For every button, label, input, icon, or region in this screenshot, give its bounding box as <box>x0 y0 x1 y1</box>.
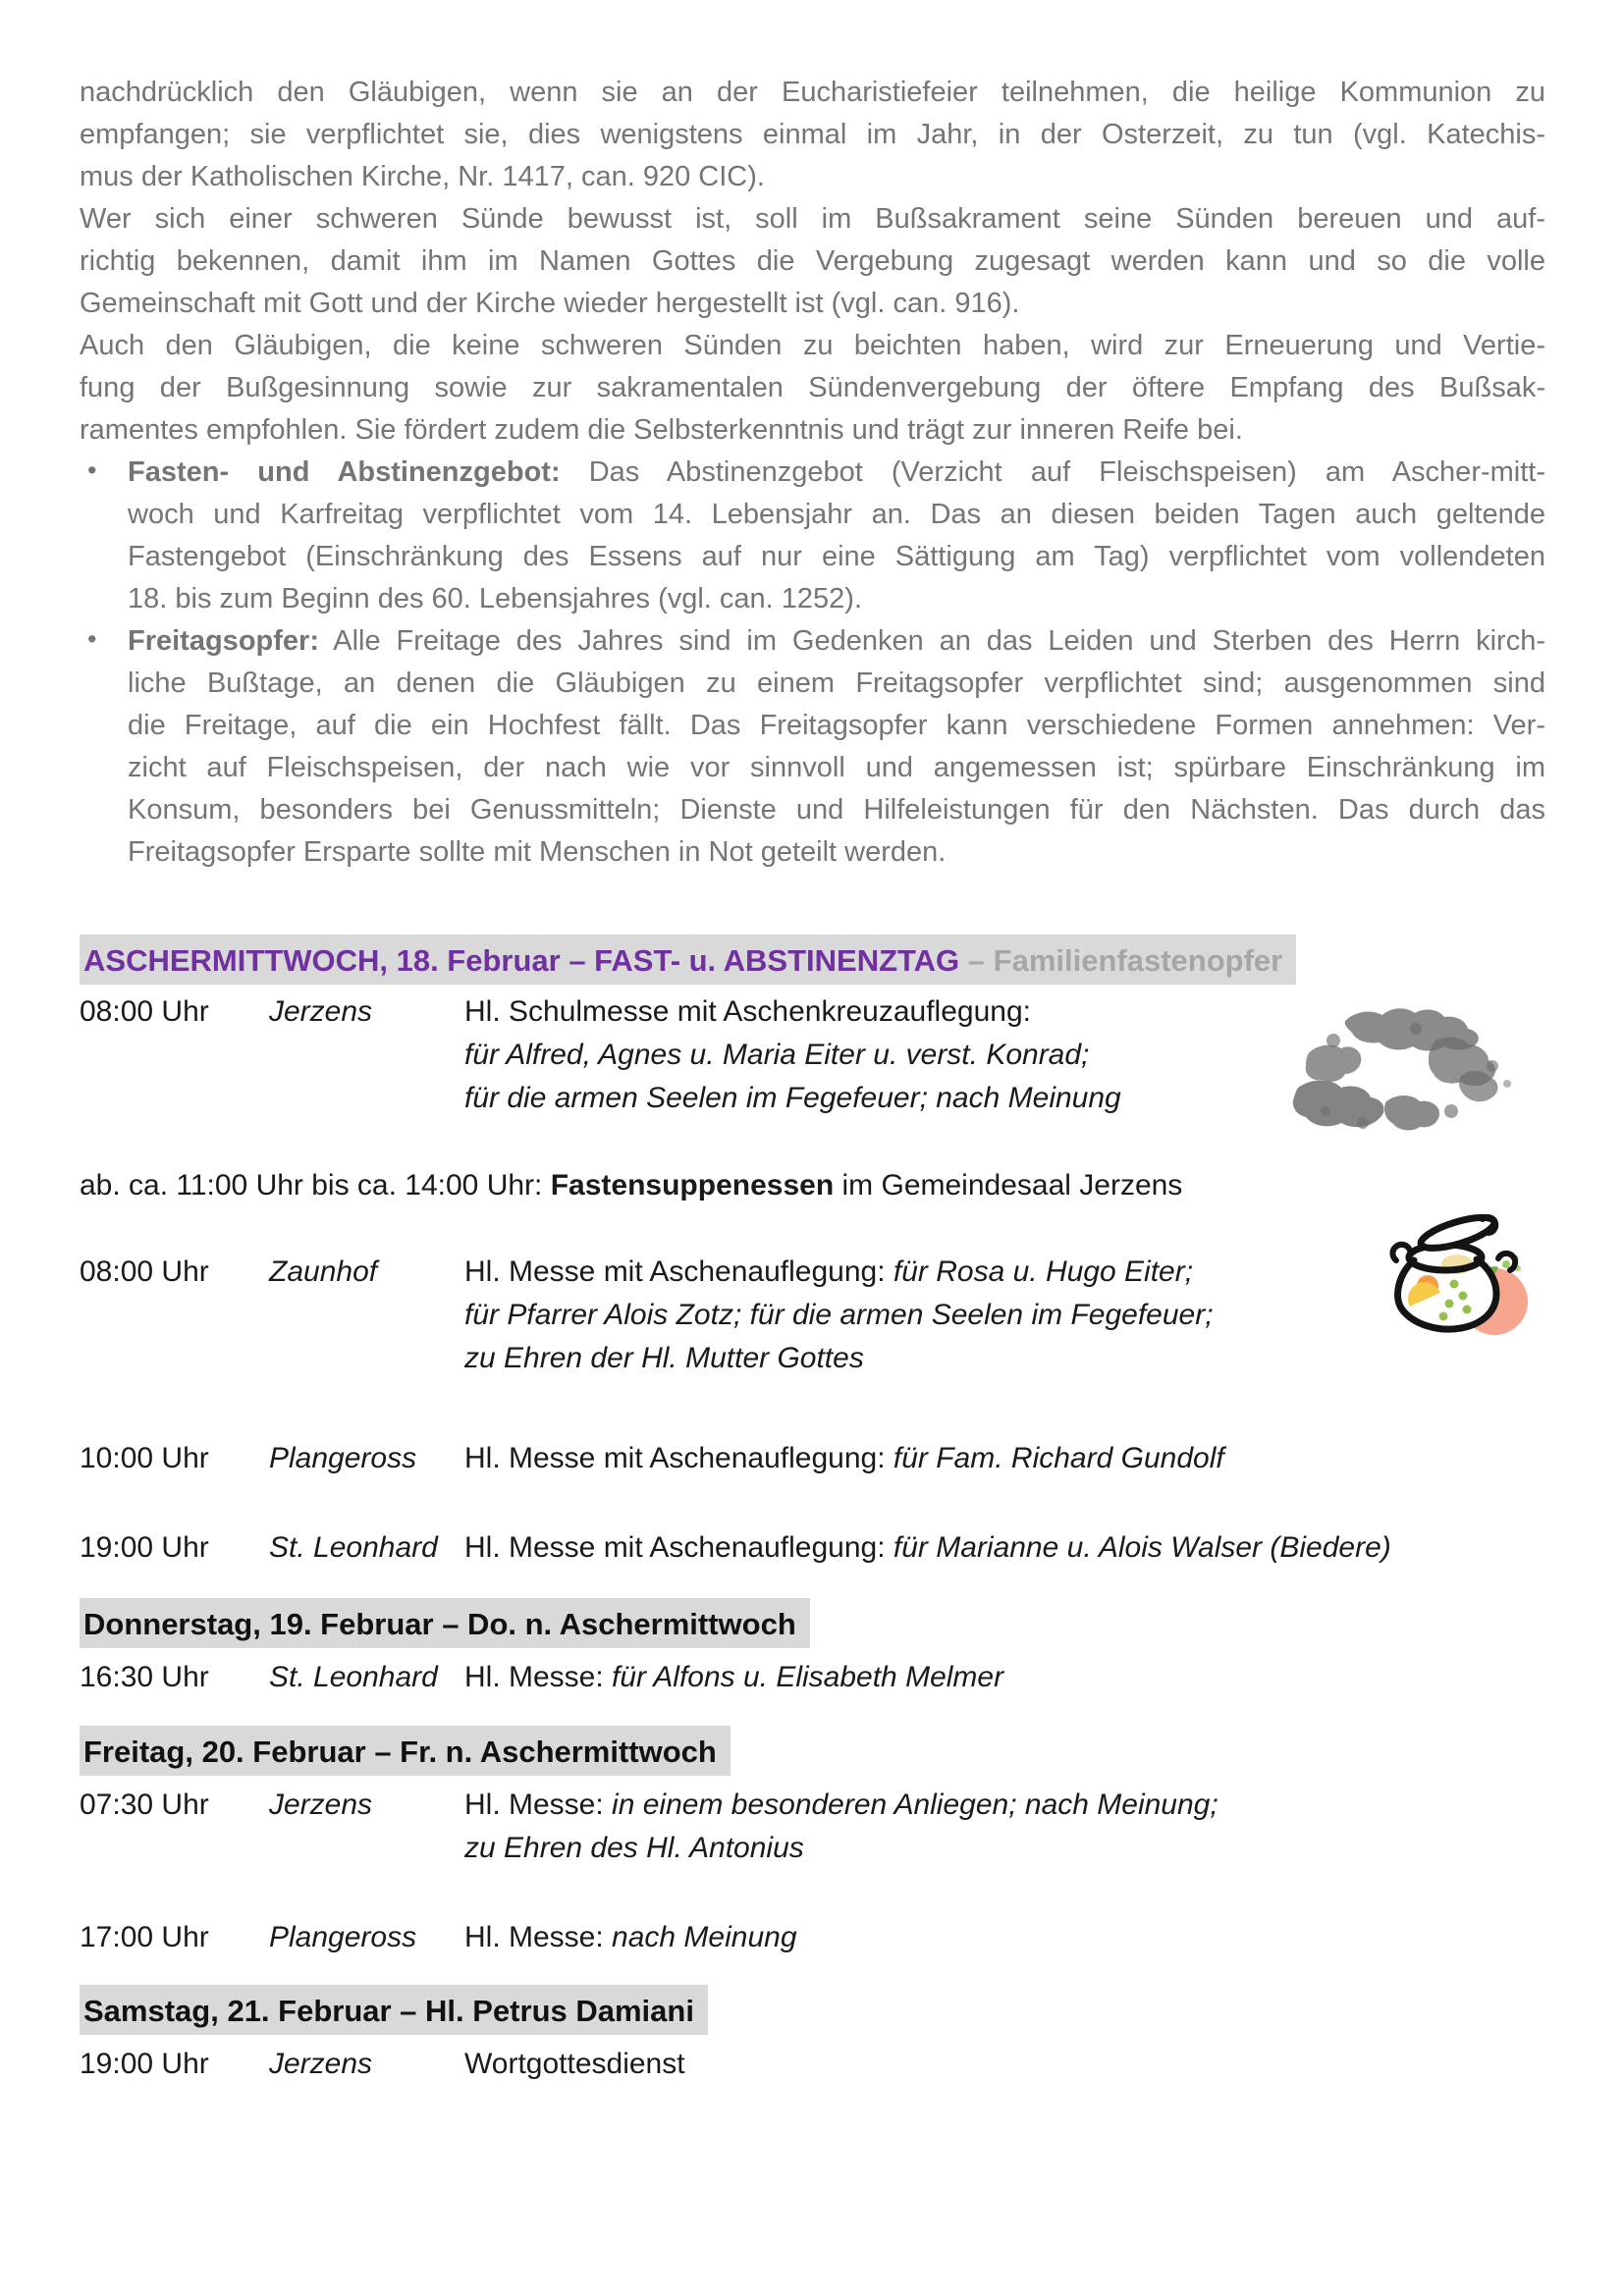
paragraph-line: die Freitage, auf die ein Hochfest fällt. Das Freitagsopfer kann verschiedene Formen annehmen: Ver- <box>128 710 1545 741</box>
paragraph-line: nachdrücklich den Gläubigen, wenn sie an der Eucharistiefeier teilnehmen, die heilige Kommunion zu <box>80 77 1545 108</box>
bullet-bold-lead: Freitagsopfer: <box>128 625 319 657</box>
description-line: zu Ehren der Hl. Mutter Gottes <box>464 1342 864 1374</box>
entry-place: St. Leonhard <box>269 1661 438 1693</box>
bullet-bold-lead: Fasten- und Abstinenzgebot: <box>128 456 561 488</box>
ash-image <box>1269 993 1534 1160</box>
section-header-samstag <box>80 1985 1545 2035</box>
description-line: für die armen Seelen im Fegefeuer; nach Meinung <box>464 1082 1121 1114</box>
paragraph-line: mus der Katholischen Kirche, Nr. 1417, can. 920 CIC). <box>80 161 765 192</box>
paragraph-line <box>128 620 1545 663</box>
section-header-freitag <box>80 1726 1545 1776</box>
section-title: ASCHERMITTWOCH, 18. Februar – FAST- u. ABSTINENZTAG <box>83 943 960 978</box>
section-header-bar <box>80 1726 731 1776</box>
entry-time: 16:30 Uhr <box>80 1661 209 1693</box>
section-header-bar <box>80 934 1296 985</box>
schedule-entry <box>80 1526 1545 1570</box>
entry-description <box>464 1916 1545 1959</box>
schedule-entry <box>80 1916 1545 1959</box>
entry-time: 08:00 Uhr <box>80 1255 209 1288</box>
soup-pot-icon <box>1380 1201 1534 1339</box>
paragraph-line: Gemeinschaft mit Gott und der Kirche wieder hergestellt ist (vgl. can. 916). <box>80 288 1020 319</box>
entry-place: Jerzens <box>269 995 373 1028</box>
entry-place: Plangeross <box>269 1442 417 1474</box>
intro-paragraph <box>80 198 1545 325</box>
entry-place: Jerzens <box>269 2048 373 2080</box>
paragraph-line: empfangen; sie verpflichtet sie, dies wenigstens einmal im Jahr, in der Osterzeit, zu tun (vgl. Katechis- <box>80 119 1545 150</box>
entry-description <box>464 1526 1545 1570</box>
section-header-donnerstag <box>80 1598 1545 1648</box>
bullet-text: Alle Freitage des Jahres sind im Gedenken an das Leiden und Sterben des Herrn kirch- <box>318 625 1545 657</box>
entry-description <box>464 1656 1545 1699</box>
paragraph-line: fung der Bußgesinnung sowie zur sakramentalen Sündenvergebung der öftere Empfang des Bußsak- <box>80 372 1545 403</box>
entry-time: 17:00 Uhr <box>80 1921 209 1953</box>
schedule-entry <box>80 1251 1545 1380</box>
paragraph-line: Auch den Gläubigen, die keine schweren Sünden zu beichten haben, wird zur Erneuerung und Vertie- <box>80 330 1545 361</box>
description-line: Hl. Messe mit Aschenauflegung: für Rosa u. Hugo Eiter; <box>464 1255 1194 1288</box>
paragraph-line: richtig bekennen, damit ihm im Namen Gottes die Vergebung zugesagt werden kann und so die volle <box>80 245 1545 277</box>
description-line: für Pfarrer Alois Zotz; für die armen Seelen im Fegefeuer; <box>464 1299 1214 1331</box>
fastensuppenessen-note: ab. ca. 11:00 Uhr bis ca. 14:00 Uhr: Fastensuppenessen im Gemeindesaal Jerzens <box>80 1169 1183 1201</box>
schedule-entry <box>80 1437 1545 1480</box>
entry-place: Zaunhof <box>269 1255 378 1288</box>
schedule-entry <box>80 2043 1545 2086</box>
paragraph-line: ramentes empfohlen. Sie fördert zudem die Selbsterkenntnis und trägt zur inneren Reife bei. <box>80 414 1243 446</box>
paragraph-line: liche Bußtage, an denen die Gläubigen zu einem Freitagsopfer verpflichtet sind; ausgenommen sind <box>128 667 1545 699</box>
paragraph-line: Freitagsopfer Ersparte sollte mit Menschen in Not geteilt werden. <box>128 836 947 868</box>
bullet-item-freitagsopfer <box>80 620 1545 874</box>
entry-time: 07:30 Uhr <box>80 1789 209 1821</box>
entry-description <box>464 2043 1545 2086</box>
entry-time: 10:00 Uhr <box>80 1442 209 1474</box>
description-line: Wortgottesdienst <box>464 2048 685 2080</box>
bullet-item-fasten-abstinenzgebot <box>80 452 1545 620</box>
description-line: Hl. Messe: in einem besonderen Anliegen; nach Meinung; <box>464 1789 1218 1821</box>
paragraph-line: Konsum, besonders bei Genussmitteln; Dienste und Hilfeleistungen für den Nächsten. Das durch das <box>128 794 1545 826</box>
ash-scatter-icon <box>1269 993 1534 1160</box>
schedule-entry <box>80 1656 1545 1699</box>
description-line: zu Ehren des Hl. Antonius <box>464 1832 804 1864</box>
intro-paragraph <box>80 325 1545 452</box>
entry-place: Jerzens <box>269 1789 373 1821</box>
paragraph-line: woch und Karfreitag verpflichtet vom 14. Lebensjahr an. Das an diesen beiden Tagen auch geltende <box>128 499 1545 530</box>
section-title: Freitag, 20. Februar – Fr. n. Aschermittwoch <box>83 1735 717 1769</box>
entry-time: 08:00 Uhr <box>80 995 209 1028</box>
paragraph-line <box>128 452 1545 494</box>
entry-time: 19:00 Uhr <box>80 1531 209 1564</box>
bullet-text: Das Abstinenzgebot (Verzicht auf Fleischspeisen) am Ascher-mitt- <box>560 456 1546 488</box>
soup-pot-image <box>1380 1201 1534 1339</box>
bullet-marker: • <box>87 455 97 485</box>
section-title: Donnerstag, 19. Februar – Do. n. Aschermittwoch <box>83 1607 796 1641</box>
description-line: Hl. Schulmesse mit Aschenkreuzauflegung: <box>464 995 1031 1028</box>
schedule-entry <box>80 1784 1545 1870</box>
description-line: für Alfred, Agnes u. Maria Eiter u. verst. Konrad; <box>464 1039 1090 1071</box>
entry-description <box>464 1437 1545 1480</box>
entry-place: St. Leonhard <box>269 1531 438 1564</box>
paragraph-line: Wer sich einer schweren Sünde bewusst ist, soll im Bußsakrament seine Sünden bereuen und auf- <box>80 203 1545 235</box>
paragraph-line: zicht auf Fleischspeisen, der nach wie vor sinnvoll und angemessen ist; spürbare Einschränkung im <box>128 752 1545 783</box>
section-header-bar <box>80 1598 810 1648</box>
intro-section <box>80 72 1545 874</box>
section-header-bar <box>80 1985 708 2035</box>
entry-time: 19:00 Uhr <box>80 2048 209 2080</box>
paragraph-line: Fastengebot (Einschränkung des Essens auf nur eine Sättigung am Tag) verpflichtet vom vollendeten <box>128 541 1545 572</box>
intro-paragraph <box>80 72 1545 198</box>
section-title-suffix: – Familienfastenopfer <box>959 943 1283 978</box>
description-line: Hl. Messe mit Aschenauflegung: für Marianne u. Alois Walser (Biedere) <box>464 1531 1391 1564</box>
paragraph-line: 18. bis zum Beginn des 60. Lebensjahres (vgl. can. 1252). <box>128 583 863 614</box>
bullet-marker: • <box>87 624 97 654</box>
description-line: Hl. Messe: für Alfons u. Elisabeth Melmer <box>464 1661 1004 1693</box>
entry-description <box>464 1784 1545 1870</box>
section-title: Samstag, 21. Februar – Hl. Petrus Damiani <box>83 1994 694 2028</box>
section-header-aschermittwoch <box>80 934 1545 985</box>
description-line: Hl. Messe mit Aschenauflegung: für Fam. Richard Gundolf <box>464 1442 1224 1474</box>
description-line: Hl. Messe: nach Meinung <box>464 1921 797 1953</box>
entry-place: Plangeross <box>269 1921 417 1953</box>
